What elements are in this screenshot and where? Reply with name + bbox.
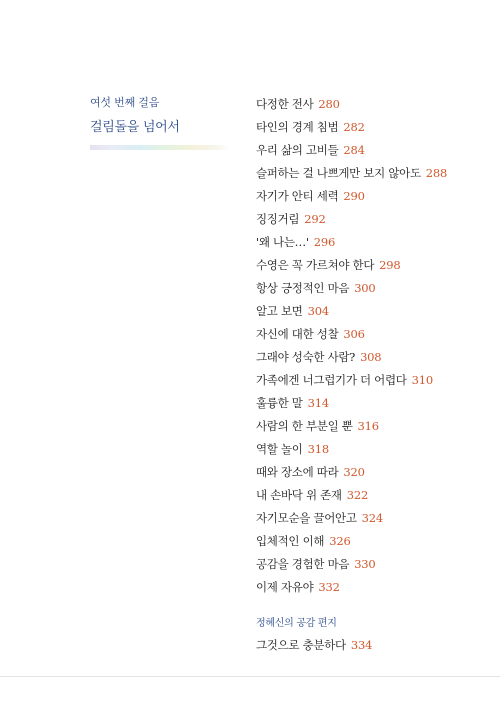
toc-entry-page: 288 <box>425 166 448 180</box>
toc-entry-page: 304 <box>307 304 329 318</box>
toc-entry-title: 내 손바닥 위 존재 <box>256 488 342 502</box>
letter-entry-title: 그것으로 충분하다 <box>256 638 346 652</box>
letter-label: 정혜신의 공감 편지 <box>256 618 337 629</box>
toc-entry-title: 자기모순을 끌어안고 <box>256 511 357 525</box>
toc-entry-title: 다정한 전사 <box>256 97 314 111</box>
toc-entry-title: 수영은 꼭 가르쳐야 한다 <box>256 258 375 272</box>
toc-entry-page: 326 <box>329 534 351 548</box>
section-divider <box>90 145 230 150</box>
toc-entry-title: 공감을 경험한 마음 <box>256 557 350 571</box>
toc-entry-title: 때와 장소에 따라 <box>256 465 339 479</box>
toc-entry-page: 292 <box>304 212 326 226</box>
toc-entry[interactable] <box>256 326 486 349</box>
section-title: 걸림돌을 넘어서 <box>90 120 180 135</box>
toc-entry[interactable] <box>256 441 486 464</box>
toc-entry[interactable] <box>256 464 486 487</box>
toc-entry-page: 300 <box>354 281 376 295</box>
toc-entry-title: 징징거림 <box>256 212 300 226</box>
toc-entry-page: 322 <box>346 488 369 502</box>
toc-entry-page: 320 <box>343 465 365 479</box>
toc-entry-page: 324 <box>361 511 383 525</box>
toc-entry-page: 306 <box>343 327 365 341</box>
toc-entry-title: 역할 놀이 <box>256 442 303 456</box>
toc-entry-title: 항상 긍정적인 마음 <box>256 281 350 295</box>
toc-entry[interactable] <box>256 579 486 602</box>
toc-entry-page: 284 <box>343 143 365 157</box>
toc-entry[interactable] <box>256 533 486 556</box>
toc-entry[interactable] <box>256 234 486 257</box>
page-bottom-divider <box>0 676 500 677</box>
toc-entry-title: 알고 보면 <box>256 304 303 318</box>
toc-entry[interactable] <box>256 96 486 119</box>
toc-entry-title: 그래야 성숙한 사람? <box>256 350 356 364</box>
letter-entry-page: 334 <box>350 638 373 652</box>
toc-entry[interactable] <box>256 142 486 165</box>
toc-entry-page: 298 <box>379 258 401 272</box>
toc-entry[interactable] <box>256 188 486 211</box>
toc-entry[interactable] <box>256 349 486 372</box>
toc-entry[interactable] <box>256 280 486 303</box>
toc-entry[interactable] <box>256 257 486 280</box>
toc-entry-title: 슬퍼하는 걸 나쁘게만 보지 않아도 <box>256 166 421 180</box>
toc-entry[interactable] <box>256 510 486 533</box>
toc-entry[interactable] <box>256 556 486 579</box>
toc-entry-title: 가족에겐 너그럽기가 더 어렵다 <box>256 373 407 387</box>
section-heading <box>90 96 240 150</box>
toc-entry-page: 310 <box>411 373 433 387</box>
section-label: 여섯 번째 걸음 <box>90 96 160 109</box>
toc-list <box>256 96 486 602</box>
toc-entry-page: 282 <box>343 120 365 134</box>
toc-entry[interactable] <box>256 487 486 510</box>
toc-entry[interactable] <box>256 372 486 395</box>
toc-entry-page: 314 <box>307 396 329 410</box>
toc-entry-page: 318 <box>307 442 329 456</box>
toc-entry[interactable] <box>256 165 486 188</box>
toc-entry-page: 316 <box>357 419 379 433</box>
toc-entry-page: 296 <box>313 235 336 249</box>
toc-entry-title: 사람의 한 부분일 뿐 <box>256 419 353 433</box>
toc-entry-title: 자기가 안티 세력 <box>256 189 339 203</box>
toc-entry-page: 330 <box>354 557 376 571</box>
toc-entry[interactable] <box>256 119 486 142</box>
toc-entry-page: 290 <box>343 189 365 203</box>
toc-entry-page: 308 <box>360 350 382 364</box>
toc-entry-page: 332 <box>318 580 340 594</box>
toc-entry[interactable] <box>256 418 486 441</box>
toc-entry-title: 우리 삶의 고비들 <box>256 143 339 157</box>
toc-entry-title: '왜 나는…' <box>256 235 309 249</box>
toc-entry-title: 입체적인 이해 <box>256 534 325 548</box>
toc-entry-title: 타인의 경계 침범 <box>256 120 339 134</box>
letter-entry[interactable] <box>256 637 486 653</box>
toc-entry[interactable] <box>256 303 486 326</box>
toc-entry-title: 이제 자유야 <box>256 580 314 594</box>
toc-entry-title: 자신에 대한 성찰 <box>256 327 339 341</box>
toc-entry[interactable] <box>256 211 486 234</box>
toc-entry-title: 훌륭한 말 <box>256 396 303 410</box>
toc-entry-page: 280 <box>318 97 340 111</box>
letter-section <box>256 617 486 653</box>
toc-entry[interactable] <box>256 395 486 418</box>
